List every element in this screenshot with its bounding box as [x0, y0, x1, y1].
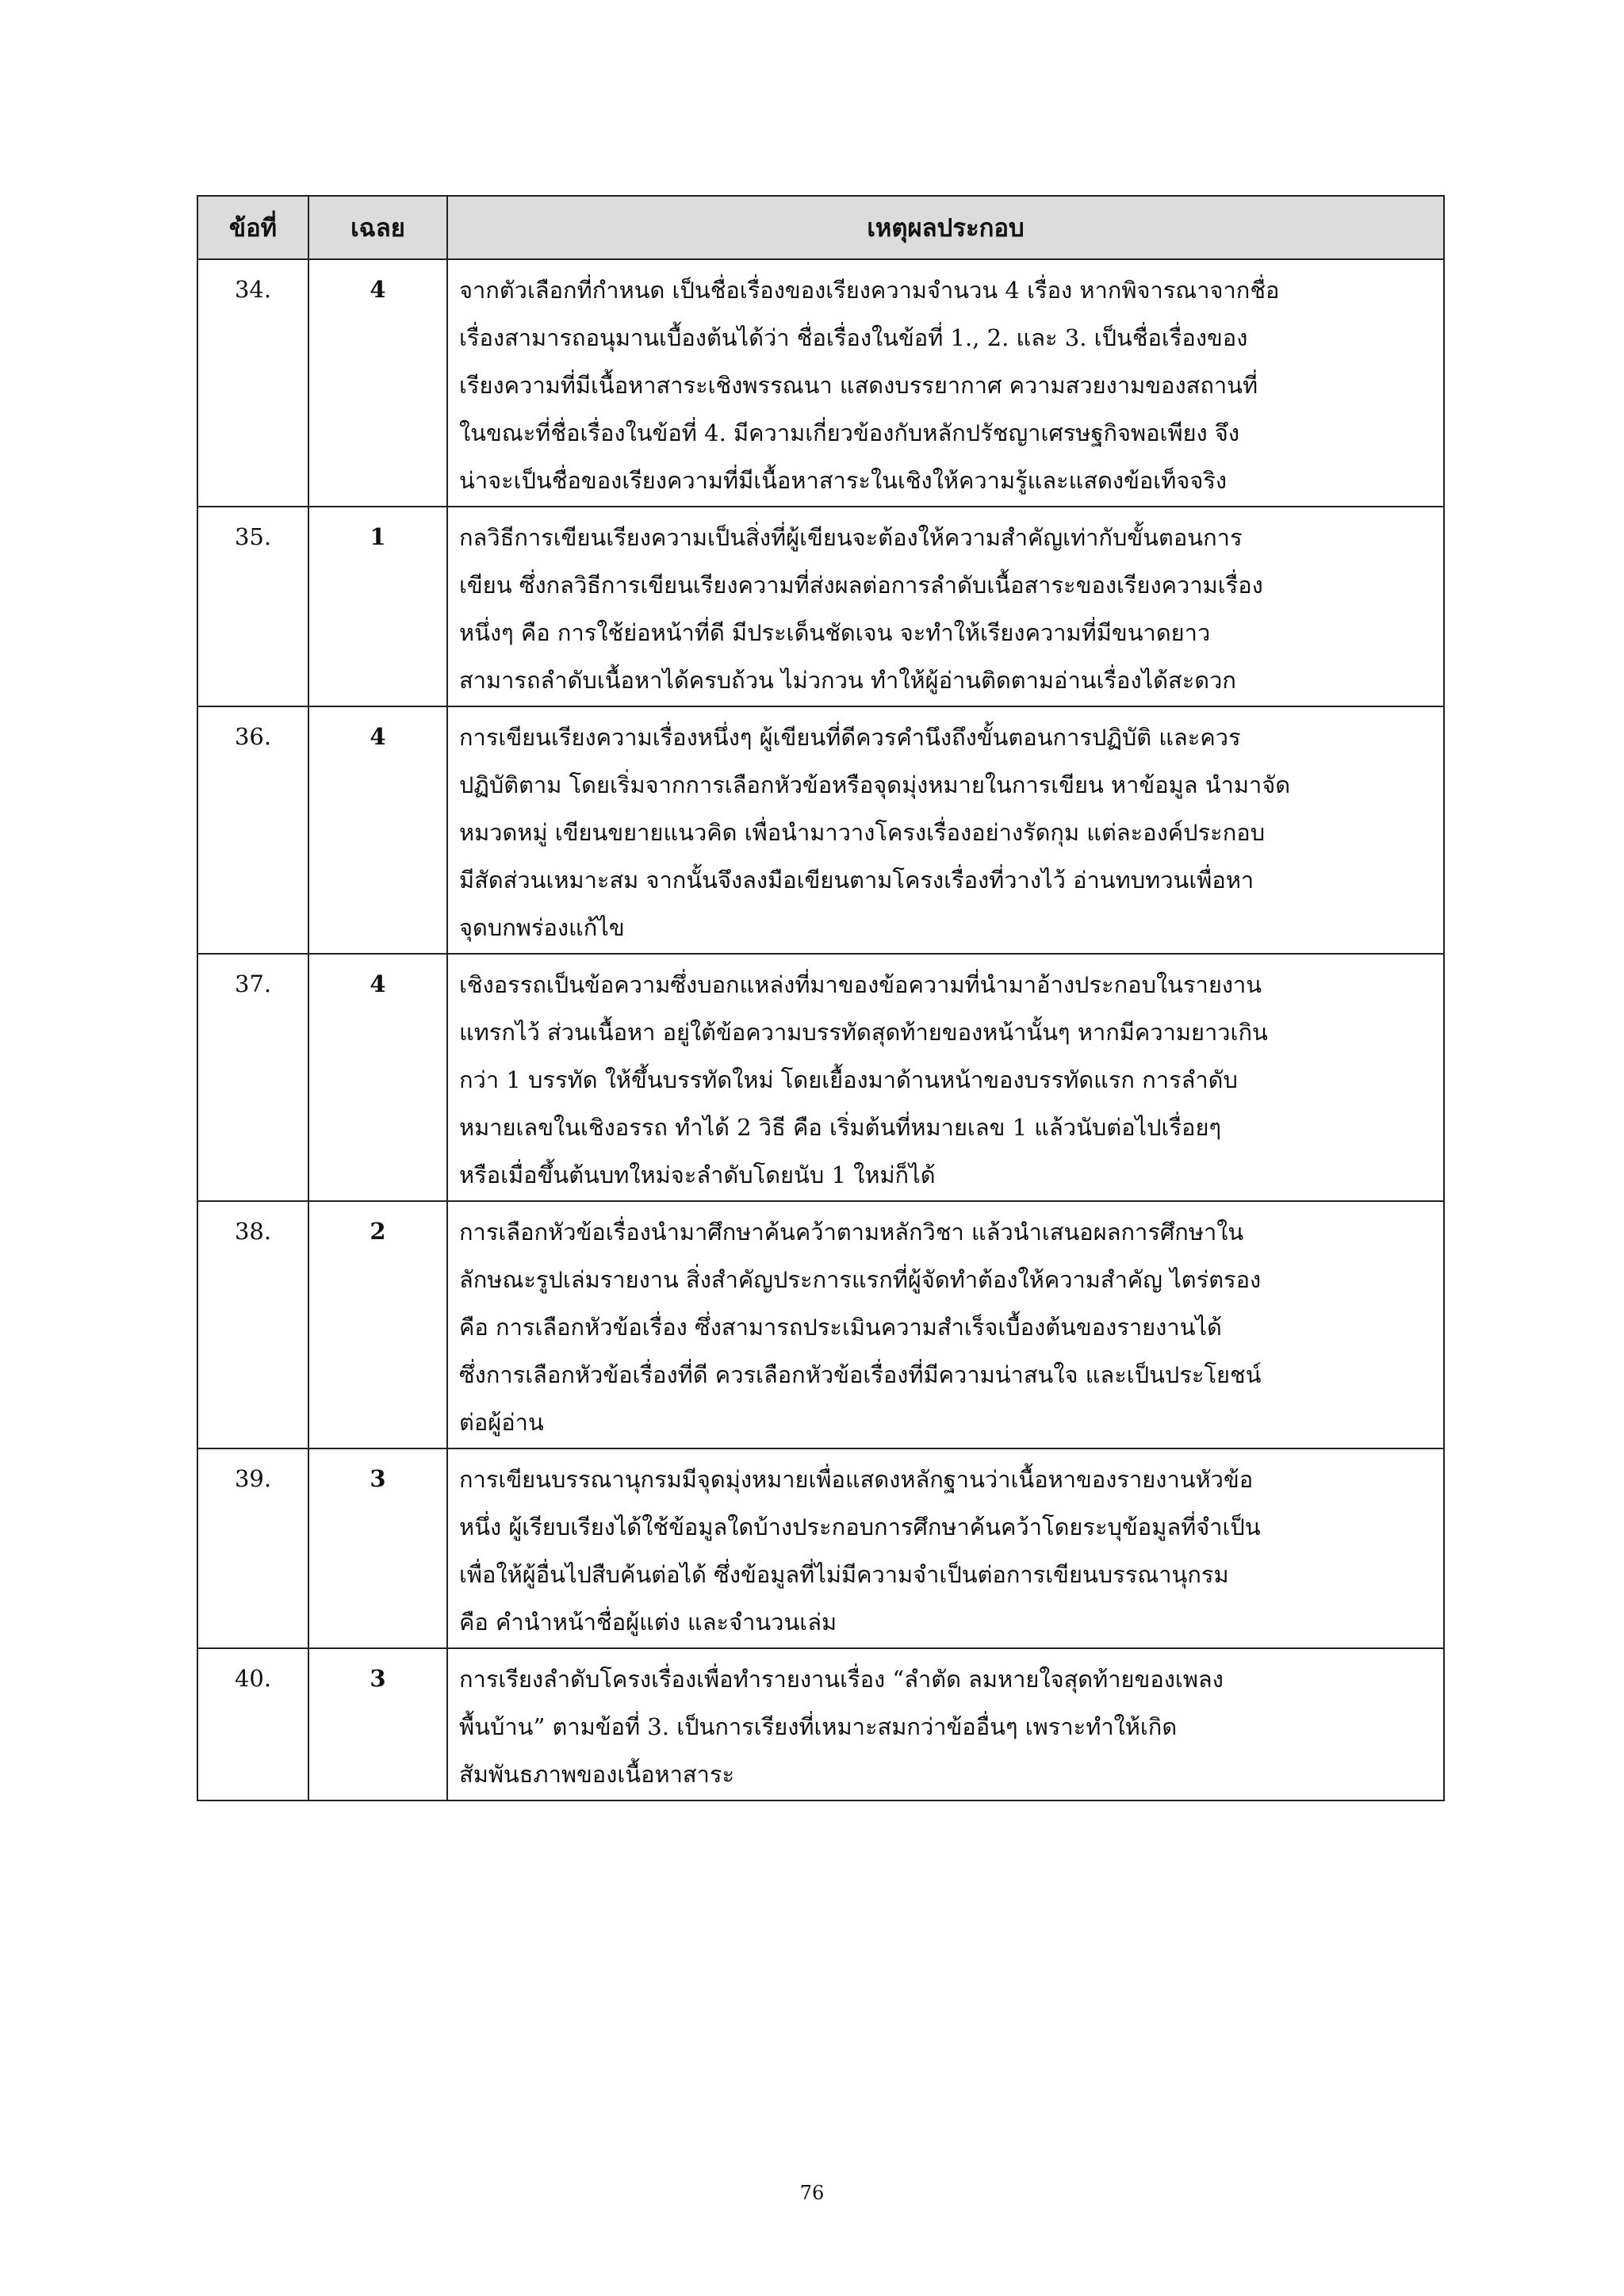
reason-text	[447, 1448, 1444, 1648]
table-row	[197, 1448, 1444, 1648]
reason-text	[447, 1201, 1444, 1448]
header-answer: เฉลย	[308, 196, 447, 259]
reason-text	[447, 507, 1444, 706]
reason-line: เชิงอรรถเป็นข้อความซึ่งบอกแหล่งที่มาของข้อความที่นำมาอ้างประกอบในรายงาน	[459, 971, 1262, 998]
table-body	[197, 259, 1444, 1800]
reason-line: หนึ่ง ผู้เรียบเรียงได้ใช้ข้อมูลใดบ้างประกอบการศึกษาค้นคว้าโดยระบุข้อมูลที่จำเป็น	[459, 1513, 1261, 1540]
answer-key-table	[197, 195, 1445, 1801]
reason-text	[447, 259, 1444, 507]
reason-text	[447, 706, 1444, 954]
reason-line: เรื่องสามารถอนุมานเบื้องต้นได้ว่า ชื่อเรื่องในข้อที่ 1., 2. และ 3. เป็นชื่อเรื่องของ	[459, 324, 1248, 351]
header-reason: เหตุผลประกอบ	[447, 196, 1444, 259]
reason-line: การเขียนบรรณานุกรมมีจุดมุ่งหมายเพื่อแสดงหลักฐานว่าเนื้อหาของรายงานหัวข้อ	[459, 1466, 1254, 1493]
reason-line: แทรกไว้ ส่วนเนื้อหา อยู่ใต้ข้อความบรรทัดสุดท้ายของหน้านั้นๆ หากมีความยาวเกิน	[459, 1019, 1268, 1046]
page-number: 76	[799, 2182, 825, 2204]
reason-line: เรียงความที่มีเนื้อหาสาระเชิงพรรณนา แสดงบรรยากาศ ความสวยงามของสถานที่	[459, 372, 1258, 399]
reason-line: คือ คำนำหน้าชื่อผู้แต่ง และจำนวนเล่ม	[459, 1609, 837, 1636]
question-number: 39.	[197, 1448, 308, 1648]
reason-line: การเรียงลำดับโครงเรื่องเพื่อทำรายงานเรื่อง “ลำตัด ลมหายใจสุดท้ายของเพลง	[459, 1666, 1224, 1693]
reason-line: มีสัดส่วนเหมาะสม จากนั้นจึงลงมือเขียนตามโครงเรื่องที่วางไว้ อ่านทบทวนเพื่อหา	[459, 867, 1254, 894]
table-row	[197, 507, 1444, 706]
table-header-row	[197, 196, 1444, 259]
reason-line: ซึ่งการเลือกหัวข้อเรื่องที่ดี ควรเลือกหัวข้อเรื่องที่มีความน่าสนใจ และเป็นประโยชน์	[459, 1361, 1262, 1388]
reason-line: หมวดหมู่ เขียนขยายแนวคิด เพื่อนำมาวางโครงเรื่องอย่างรัดกุม แต่ละองค์ประกอบ	[459, 819, 1266, 846]
reason-line: กว่า 1 บรรทัด ให้ขึ้นบรรทัดใหม่ โดยเยื้องมาด้านหน้าของบรรทัดแรก การลำดับ	[459, 1066, 1238, 1093]
reason-line: หนึ่งๆ คือ การใช้ย่อหน้าที่ดี มีประเด็นชัดเจน จะทำให้เรียงความที่มีขนาดยาว	[459, 619, 1211, 646]
table-row	[197, 954, 1444, 1201]
question-number: 35.	[197, 507, 308, 706]
reason-line: สามารถลำดับเนื้อหาได้ครบถ้วน ไม่วกวน ทำให้ผู้อ่านติดตามอ่านเรื่องได้สะดวก	[459, 667, 1236, 694]
reason-line: ในขณะที่ชื่อเรื่องในข้อที่ 4. มีความเกี่ยวข้องกับหลักปรัชญาเศรษฐกิจพอเพียง จึง	[459, 419, 1240, 446]
table-row	[197, 259, 1444, 507]
reason-line: กลวิธีการเขียนเรียงความเป็นสิ่งที่ผู้เขียนจะต้องให้ความสำคัญเท่ากับขั้นตอนการ	[459, 524, 1243, 551]
table-row	[197, 706, 1444, 954]
question-number: 37.	[197, 954, 308, 1201]
question-number: 34.	[197, 259, 308, 507]
header-number: ข้อที่	[197, 196, 308, 259]
table-row	[197, 1201, 1444, 1448]
reason-line: การเลือกหัวข้อเรื่องนำมาศึกษาค้นคว้าตามหลักวิชา แล้วนำเสนอผลการศึกษาใน	[459, 1219, 1244, 1246]
reason-line: การเขียนเรียงความเรื่องหนึ่งๆ ผู้เขียนที่ดีควรคำนึงถึงขั้นตอนการปฏิบัติ และควร	[459, 724, 1241, 751]
reason-line: น่าจะเป็นชื่อของเรียงความที่มีเนื้อหาสาระในเชิงให้ความรู้และแสดงข้อเท็จจริง	[459, 467, 1228, 494]
answer-value: 2	[308, 1201, 447, 1448]
answer-value: 4	[308, 706, 447, 954]
question-number: 36.	[197, 706, 308, 954]
answer-value: 3	[308, 1448, 447, 1648]
question-number: 40.	[197, 1648, 308, 1800]
reason-line: จุดบกพร่องแก้ไข	[459, 914, 625, 941]
reason-line: ลักษณะรูปเล่มรายงาน สิ่งสำคัญประการแรกที่ผู้จัดทำต้องให้ความสำคัญ ไตร่ตรอง	[459, 1266, 1262, 1293]
reason-line: สัมพันธภาพของเนื้อหาสาระ	[459, 1761, 735, 1788]
reason-text	[447, 1648, 1444, 1800]
reason-line: ต่อผู้อ่าน	[459, 1409, 544, 1436]
reason-line: หรือเมื่อขึ้นต้นบทใหม่จะลำดับโดยนับ 1 ใหม่ก็ได้	[459, 1161, 936, 1188]
reason-line: พื้นบ้าน” ตามข้อที่ 3. เป็นการเรียงที่เหมาะสมกว่าข้ออื่นๆ เพราะทำให้เกิด	[459, 1713, 1178, 1740]
reason-line: คือ การเลือกหัวข้อเรื่อง ซึ่งสามารถประเมินความสำเร็จเบื้องต้นของรายงานได้	[459, 1314, 1222, 1341]
answer-value: 4	[308, 259, 447, 507]
answer-value: 3	[308, 1648, 447, 1800]
reason-line: จากตัวเลือกที่กำหนด เป็นชื่อเรื่องของเรียงความจำนวน 4 เรื่อง หากพิจารณาจากชื่อ	[459, 277, 1280, 304]
reason-text	[447, 954, 1444, 1201]
answer-value: 4	[308, 954, 447, 1201]
answer-value: 1	[308, 507, 447, 706]
reason-line: เขียน ซึ่งกลวิธีการเขียนเรียงความที่ส่งผลต่อการลำดับเนื้อสาระของเรียงความเรื่อง	[459, 572, 1263, 599]
reason-line: เพื่อให้ผู้อื่นไปสืบค้นต่อได้ ซึ่งข้อมูลที่ไม่มีความจำเป็นต่อการเขียนบรรณานุกรม	[459, 1561, 1229, 1588]
reason-line: หมายเลขในเชิงอรรถ ทำได้ 2 วิธี คือ เริ่มต้นที่หมายเลข 1 แล้วนับต่อไปเรื่อยๆ	[459, 1114, 1222, 1141]
question-number: 38.	[197, 1201, 308, 1448]
reason-line: ปฏิบัติตาม โดยเริ่มจากการเลือกหัวข้อหรือจุดมุ่งหมายในการเขียน หาข้อมูล นำมาจัด	[459, 771, 1291, 798]
table-row	[197, 1648, 1444, 1800]
